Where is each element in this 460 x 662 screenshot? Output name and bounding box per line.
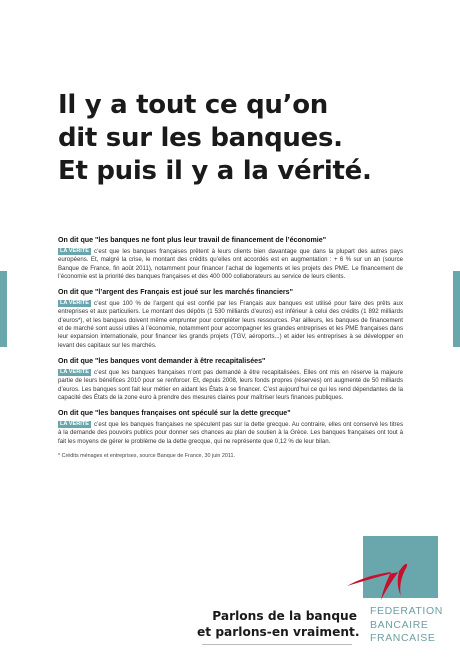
headline — [58, 89, 418, 188]
section-answer — [58, 300, 403, 350]
section-answer — [58, 369, 403, 402]
article-body — [58, 235, 403, 460]
headline-line-3: Et puis il y a la vérité. — [58, 156, 372, 186]
federation-line-1: FEDERATION — [370, 605, 443, 617]
headline-line-2: dit sur les banques. — [58, 123, 343, 153]
answer-text: c’est que les banques françaises prêtent à leurs clients bien davantage que dans la plupart des autres pays européens. Et, malgré la crise, le montant des crédits qu’elles ont accordés est en augmentation : + 6 % sur un an (source Banque de France, fin août 2011), notamment pour financer l’achat de logements et les projets des PME. Le financement de l’économie est la priorité des banques françaises et des 400 000 collaborateurs au service de leurs clients. — [58, 248, 403, 280]
section-question: On dit que "les banques françaises ont spéculé sur la dette grecque" — [58, 409, 291, 418]
footnote: * Crédits ménages et entreprises, source Banque de France, 30 juin 2011. — [58, 453, 235, 460]
answer-text: c’est que 100 % de l’argent qui est confié par les Français aux banques est utilisé pour faire des prêts aux entreprises et aux particuliers. Le montant des dépôts (1 530 milliards d’euros) est inférieur à celui des crédits (1 892 milliards d’euros*), et les banques doivent même emprunter pour compléter leurs ressources. Par ailleurs, les banques de financement et de marché sont aussi utiles à l’économie, notamment pour accompagner les grandes entreprises et les PME françaises dans leur expansion internationale, pour financer les grands projets (TGV, aéroports...) et aider les entreprises à se développer en levant des capitaux sur les marchés. — [58, 300, 403, 349]
section-answer — [58, 421, 403, 446]
section-question: On dit que "les banques vont demander à être recapitalisées" — [58, 356, 266, 365]
section-4 — [58, 408, 403, 446]
section-3 — [58, 356, 403, 402]
headline-line-1: Il y a tout ce qu’on — [58, 90, 328, 120]
federation-name — [370, 605, 443, 646]
fbf-logo-block — [363, 536, 438, 598]
section-question: On dit que "les banques ne font plus leur travail de financement de l’économie" — [58, 236, 327, 244]
section-1 — [58, 235, 403, 281]
slogan-divider — [202, 644, 352, 645]
print-credit-mark — [4, 606, 10, 636]
slogan-line-2: et parlons-en vraiment. — [197, 624, 360, 639]
right-edge-tab — [453, 271, 460, 347]
fbf-swoosh-icon — [343, 552, 433, 612]
federation-line-2: BANCAIRE — [370, 618, 429, 631]
section-answer — [58, 248, 403, 281]
verite-badge: LA VÉRITÉ — [60, 421, 90, 428]
federation-line-3: FRANCAISE — [370, 632, 436, 644]
section-question: On dit que "l’argent des Français est joué sur les marchés financiers" — [58, 288, 293, 297]
answer-text: c’est que les banques françaises n’ont pas demandé à être recapitalisées. Elles ont mis en réserve la majeure partie de leurs bénéfices 2010 pour se renforcer. Et, depuis 2008, leurs fonds propres (réserves) ont augmenté de 50 milliards d’euros. Les banques sont fait leur métier en aidant les États à se financer. C’est aujourd’hui ce qui les rend dépendantes de la capacité des États de la zone euro à prendre des mesures claires pour maîtriser leurs finances publiques. — [58, 368, 403, 401]
slogan-line-1: Parlons de la banque — [212, 609, 357, 623]
verite-badge: LA VÉRITÉ — [60, 368, 90, 375]
left-edge-tab — [0, 271, 7, 347]
answer-text: c’est que les banques françaises ne spéculent pas sur la dette grecque. Au contraire, elles ont conservé les titres à la demande des pouvoirs publics pour donner ses chances au plan de soutien à la Grèce. Les banques françaises ont tout à fait les moyens de gérer le problème de la dette grecque, qui ne représente que 0,12 % de leur bilan. — [58, 421, 403, 445]
slogan — [197, 609, 360, 640]
section-2 — [58, 287, 403, 350]
verite-badge: LA VÉRITÉ — [60, 248, 90, 254]
verite-badge: LA VÉRITÉ — [60, 300, 90, 307]
